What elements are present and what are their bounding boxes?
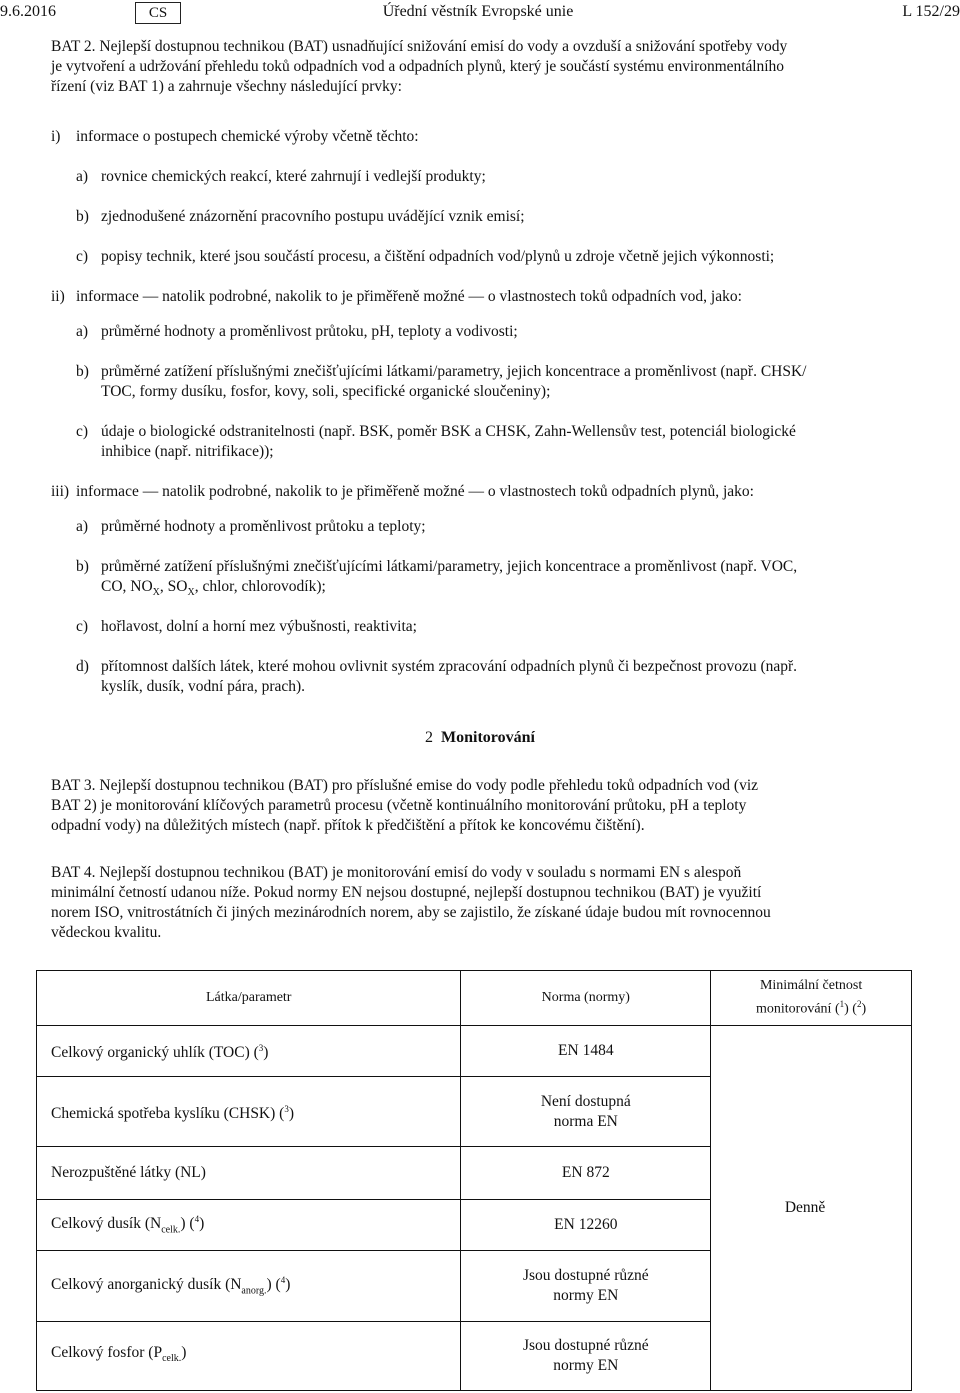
column-header-frequency: [711, 971, 912, 1026]
sub-label: c): [76, 423, 89, 440]
sub-text-line: průměrné zatížení příslušnými znečišťujícími látkami/parametry, jejich koncentrace a proměnlivost (např. CHSK/: [101, 363, 807, 380]
footnote-ref: 3: [284, 1103, 289, 1114]
parameter-cell: [37, 1322, 461, 1391]
language-badge: CS: [135, 2, 181, 24]
sub-text: průměrné hodnoty a proměnlivost průtoku a teploty;: [101, 518, 426, 535]
bat4-line: BAT 4. Nejlepší dostupnou technikou (BAT) je monitorování emisí do vody v souladu s normami EN s alespoň: [51, 864, 742, 881]
parameter-cell: [37, 1200, 461, 1251]
standard-line: normy EN: [553, 1287, 619, 1304]
sub-label: c): [76, 618, 89, 635]
sub-text-line: přítomnost dalších látek, které mohou ovlivnit systém zpracování odpadních plynů či bezpečnost provozu (např.: [101, 658, 798, 675]
text-fragment: , SO: [159, 578, 188, 595]
bat3-line: BAT 2) je monitorování klíčových parametrů procesu (včetně kontinuálního monitorování průtoku, pH a teploty: [51, 797, 747, 814]
table-header-row: [37, 971, 912, 1026]
text-fragment: ): [263, 1044, 269, 1062]
header-line: [725, 995, 897, 1019]
bat3-line: odpadní vody) na důležitých místech (např. přítok k předčištění a přítok ke koncovému čištění).: [51, 817, 645, 834]
bat2-line: je vytvoření a udržování přehledu toků odpadních vod a odpadních plynů, který je součástí systému environmentálního: [51, 58, 784, 75]
item-text: informace — natolik podrobné, nakolik to je přiměřeně možné — o vlastnostech toků odpadních plynů, jako:: [76, 483, 754, 500]
section-number: 2: [425, 729, 434, 746]
sub-text-line: údaje o biologické odstranitelnosti (např. BSK, poměr BSK a CHSK, Zahn-Wellensův test, potenciál biologické: [101, 423, 796, 440]
frequency-cell: [711, 1026, 912, 1391]
sub-label: a): [76, 168, 89, 185]
bat2-intro: [51, 37, 911, 97]
text-fragment: ): [181, 1343, 187, 1361]
standard-cell: EN 872: [461, 1147, 711, 1200]
item-number: iii): [51, 483, 70, 500]
sub-text-line: [101, 577, 797, 603]
subscript: celk.: [162, 1353, 182, 1365]
text-fragment: Celkový dusík (N: [51, 1215, 162, 1233]
sub-text: [101, 362, 806, 402]
header-line: Minimální četnost: [759, 978, 863, 994]
footnote-ref: 2: [856, 999, 862, 1010]
parameter-cell: [37, 1077, 461, 1147]
sub-text-line: kyslík, dusík, vodní pára, prach).: [101, 678, 306, 695]
sub-text-line: inhibice (např. nitrifikace));: [101, 443, 274, 460]
journal-name: Úřední věstník Evropské unie: [382, 3, 574, 20]
standard-cell: EN 12260: [461, 1200, 711, 1251]
standard-cell: [461, 1077, 711, 1147]
text-fragment: ) (: [266, 1276, 281, 1294]
text-fragment: ): [199, 1215, 205, 1233]
footnote-ref: 4: [280, 1275, 286, 1286]
monitoring-table: [36, 970, 912, 1391]
subscript: celk.: [161, 1224, 181, 1236]
sub-text: [101, 657, 797, 697]
sub-label: b): [76, 558, 89, 575]
subscript: X: [152, 587, 160, 599]
sub-label: c): [76, 248, 89, 265]
bat3-line: BAT 3. Nejlepší dostupnou technikou (BAT) pro příslušné emise do vody podle přehledu toků odpadních vod (viz: [51, 777, 759, 794]
sub-text: zjednodušené znázornění pracovního postupu uvádějící vznik emisí;: [101, 208, 525, 225]
text-fragment: , chlor, chlorovodík);: [194, 578, 326, 595]
header-date: 9.6.2016: [0, 3, 56, 20]
bat4-paragraph: [51, 863, 911, 943]
subscript: X: [187, 587, 195, 599]
page-number: L 152/29: [902, 3, 960, 20]
parameter-cell: [37, 1026, 461, 1077]
sub-text: průměrné hodnoty a proměnlivost průtoku, pH, teploty a vodivosti;: [101, 323, 518, 340]
standard-line: normy EN: [553, 1357, 619, 1374]
bat3-paragraph: [51, 776, 911, 836]
sub-text-line: TOC, formy dusíku, fosfor, kovy, soli, specifické organické sloučeniny);: [101, 383, 551, 400]
text-fragment: CO, NO: [101, 578, 153, 595]
text-fragment: Celkový anorganický dusík (N: [51, 1276, 242, 1294]
standard-cell: [461, 1322, 711, 1391]
frequency-value: Denně: [784, 1199, 826, 1216]
section-heading: [0, 728, 960, 748]
sub-text: [101, 422, 796, 462]
sub-label: a): [76, 518, 89, 535]
sub-label: b): [76, 363, 89, 380]
standard-line: Není dostupná: [540, 1092, 631, 1110]
sub-label: b): [76, 208, 89, 225]
text-fragment: ) (: [180, 1215, 195, 1233]
sub-text: hořlavost, dolní a horní mez výbušnosti, reaktivita;: [101, 618, 417, 635]
item-number: i): [51, 128, 61, 145]
subscript: anorg.: [241, 1285, 267, 1297]
standard-cell: EN 1484: [461, 1026, 711, 1077]
journal-title: [0, 2, 960, 22]
sub-text: rovnice chemických reakcí, které zahrnují i vedlejší produkty;: [101, 168, 486, 185]
text-fragment: ): [861, 1001, 867, 1017]
text-fragment: ): [285, 1276, 291, 1294]
bat4-line: minimální četností udanou níže. Pokud normy EN nejsou dostupné, nejlepší dostupnou technikou (BAT) je využití: [51, 884, 762, 901]
bat4-line: vědeckou kvalitu.: [51, 924, 162, 941]
parameter-cell: [37, 1251, 461, 1322]
item-number: ii): [51, 288, 65, 305]
footnote-ref: 1: [839, 999, 845, 1010]
bat2-line: BAT 2. Nejlepší dostupnou technikou (BAT) usnadňující snižování emisí do vody a ovzduší a snižování spotřeby vody: [51, 38, 788, 55]
sub-text: popisy technik, které jsou součástí procesu, a čištění odpadních vod/plynů u zdroje včetně jejich výkonnosti;: [101, 248, 775, 265]
sub-label: a): [76, 323, 89, 340]
text-fragment: monitorování (: [756, 1001, 840, 1017]
text-fragment: Celkový organický uhlík (TOC) (: [51, 1044, 259, 1062]
column-header-parameter: Látka/parametr: [37, 971, 461, 1026]
table-row: [37, 1026, 912, 1077]
standard-cell: [461, 1251, 711, 1322]
text-fragment: ) (: [844, 1001, 857, 1017]
sub-text: [101, 557, 797, 603]
section-title: Monitorování: [441, 729, 535, 746]
footnote-ref: 4: [194, 1214, 200, 1225]
standard-line: Jsou dostupné různé: [522, 1337, 649, 1354]
footnote-ref: 3: [258, 1043, 264, 1054]
parameter-cell: Nerozpuštěné látky (NL): [37, 1147, 461, 1200]
sub-label: d): [76, 658, 89, 675]
standard-line: norma EN: [553, 1112, 618, 1130]
standard-line: Jsou dostupné různé: [522, 1267, 649, 1284]
text-fragment: Chemická spotřeba kyslíku (CHSK) (: [51, 1105, 285, 1123]
text-fragment: ): [288, 1105, 294, 1123]
item-text: informace o postupech chemické výroby včetně těchto:: [76, 128, 419, 145]
item-text: informace — natolik podrobné, nakolik to je přiměřeně možné — o vlastnostech toků odpadních vod, jako:: [76, 288, 742, 305]
bat2-line: řízení (viz BAT 1) a zahrnuje všechny následující prvky:: [51, 78, 402, 95]
column-header-standard: Norma (normy): [461, 971, 711, 1026]
text-fragment: Celkový fosfor (P: [51, 1343, 163, 1361]
sub-text-line: průměrné zatížení příslušnými znečišťujícími látkami/parametry, jejich koncentrace a proměnlivost (např. VOC,: [101, 558, 798, 575]
bat4-line: norem ISO, vnitrostátních či jiných mezinárodních norem, aby se zajistilo, že získané údaje budou mít rovnocennou: [51, 904, 771, 921]
